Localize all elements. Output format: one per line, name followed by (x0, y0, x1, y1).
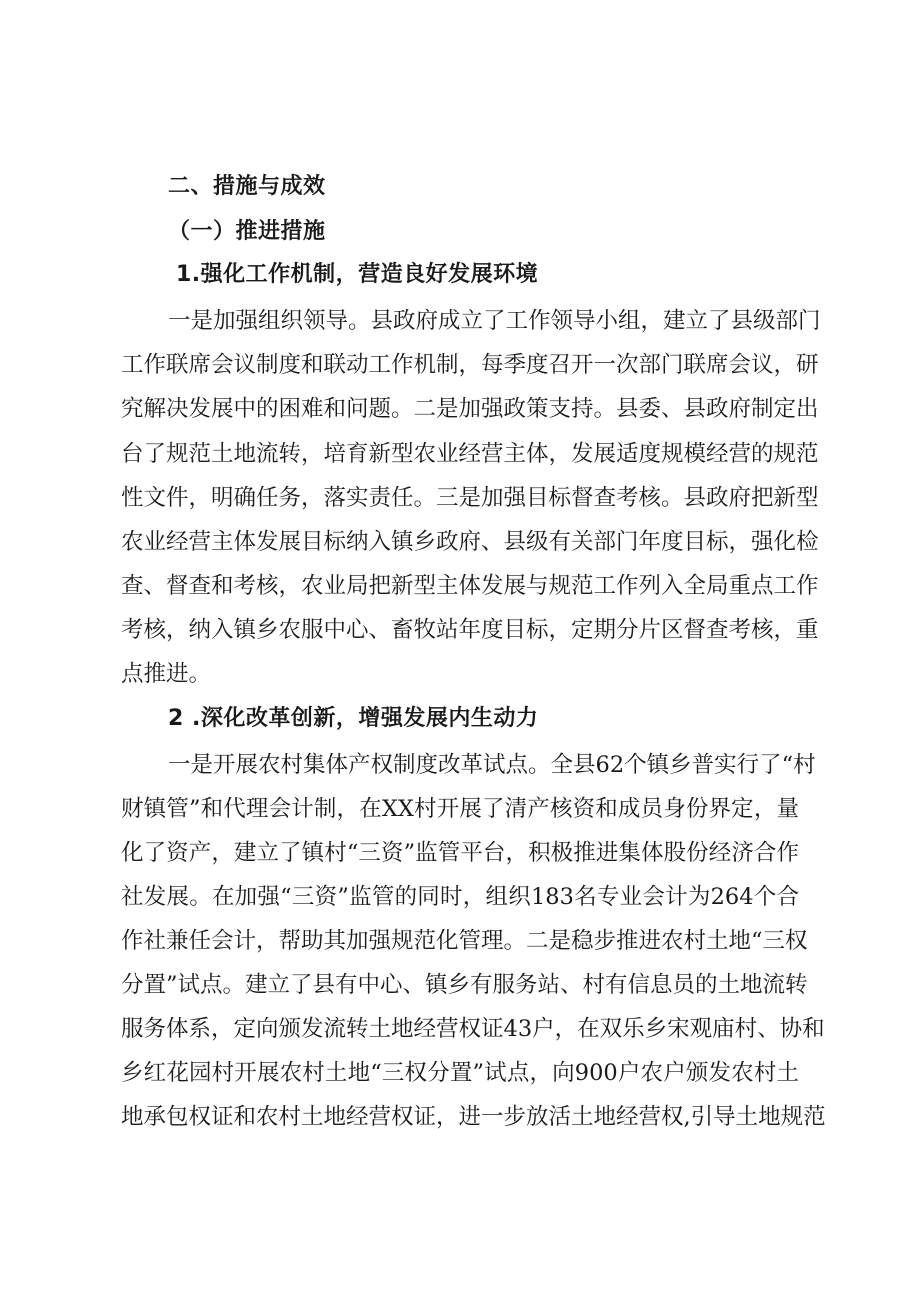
paragraph-line: 分置”试点。建立了县有中心、镇乡有服务站、村有信息员的土地流转 (121, 972, 808, 998)
paragraph-line: 台了规范土地流转，培育新型农业经营主体，发展适度规模经营的规范 (121, 441, 819, 467)
paragraph-line: 查、督查和考核，农业局把新型主体发展与规范工作列入全局重点工作 (121, 573, 819, 599)
subsection-title: （一）推进措施 (168, 219, 326, 244)
paragraph-line: 财镇管”和代理会计制，在XX村开展了清产核资和成员身份界定，量 (121, 796, 799, 822)
paragraph-line: 社发展。在加强“三资”监管的同时，组织183名专业会计为264个合 (121, 884, 799, 910)
section-title: 二、措施与成效 (168, 174, 326, 199)
paragraph-line: 考核，纳入镇乡农服中心、畜牧站年度目标，定期分片区督查考核，重 (121, 617, 819, 643)
item1-title: 1.强化工作机制，营造良好发展环境 (176, 262, 539, 287)
paragraph-line: 工作联席会议制度和联动工作机制，每季度召开一次部门联席会议，研 (121, 352, 819, 378)
paragraph-line: 化了资产，建立了镇村“三资”监管平台，积极推进集体股份经济合作 (121, 840, 799, 866)
paragraph-line: 乡红花园村开展农村土地“三权分置”试点，向900户农户颁发农村土 (121, 1060, 799, 1086)
paragraph-line: 作社兼任会计，帮助其加强规范化管理。二是稳步推进农村土地“三权 (121, 928, 808, 954)
paragraph-line: 究解决发展中的困难和问题。二是加强政策支持。县委、县政府制定出 (121, 396, 819, 422)
paragraph-line: 一是开展农村集体产权制度改革试点。全县62个镇乡普实行了“村 (168, 752, 816, 778)
paragraph-line: 农业经营主体发展目标纳入镇乡政府、县级有关部门年度目标，强化检 (121, 529, 819, 555)
paragraph-line: 地承包权证和农村土地经营权证，进一步放活土地经营权,引导土地规范 (121, 1104, 826, 1130)
paragraph-line: 一是加强组织领导。县政府成立了工作领导小组，建立了县级部门 (168, 308, 821, 334)
paragraph-line: 性文件，明确任务，落实责任。三是加强目标督查考核。县政府把新型 (121, 485, 819, 511)
item2-title: 2 .深化改革创新，增强发展内生动力 (168, 706, 539, 731)
paragraph-line: 服务体系，定向颁发流转土地经营权证43户，在双乐乡宋观庙村、协和 (121, 1016, 825, 1042)
paragraph-line: 点推进。 (121, 661, 212, 687)
